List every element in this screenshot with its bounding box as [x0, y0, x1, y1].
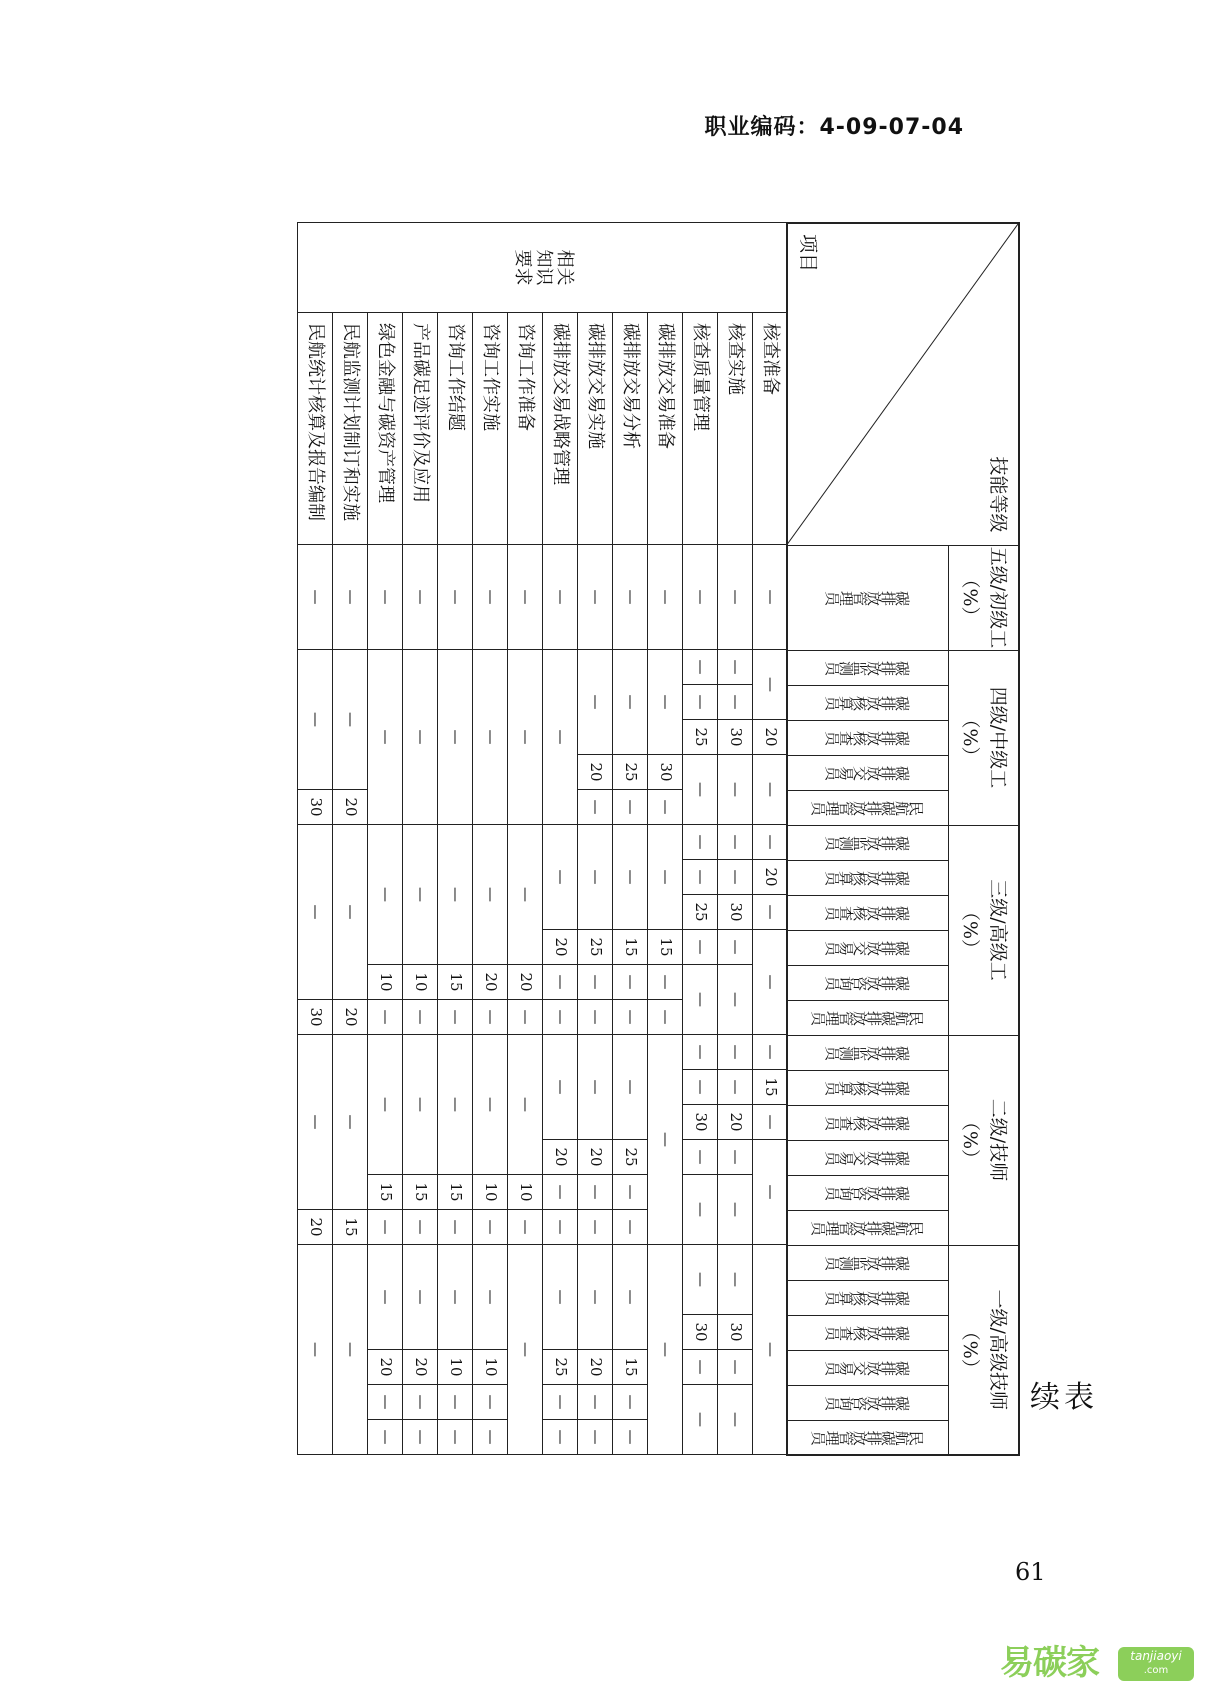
cell-l2: 15	[368, 1175, 403, 1210]
cell-l2: —	[718, 1175, 753, 1245]
corner-item: 项目	[796, 234, 819, 273]
cell-l3: —	[613, 965, 648, 1000]
cat-l2-trd: 碳排放交易员	[787, 1140, 949, 1175]
level-3-header: 三级/高级工 （%）	[949, 825, 1019, 1035]
cell-l5: —	[508, 545, 543, 650]
table-row	[368, 223, 403, 1455]
cell-l3: 20	[508, 965, 543, 1000]
cell-l3: —	[648, 965, 683, 1000]
cell-l1: —	[368, 1245, 403, 1350]
level-5-header: 五级/初级工 （%）	[949, 545, 1019, 650]
cat-l4-ver: 碳排放核查员	[787, 720, 949, 755]
row-item: 咨询工作实施	[473, 313, 508, 545]
cell-l2: —	[403, 1210, 438, 1245]
cell-l2: —	[578, 1175, 613, 1210]
cell-l4: —	[368, 650, 403, 825]
cell-l5: —	[473, 545, 508, 650]
cell-l3: 25	[578, 930, 613, 965]
cell-l2: —	[438, 1035, 473, 1175]
cell-l2: 15	[438, 1175, 473, 1210]
cat-l3-trd: 碳排放交易员	[787, 930, 949, 965]
cell-l2: —	[368, 1035, 403, 1175]
row-item: 碳排放交易准备	[648, 313, 683, 545]
cell-l3: 15	[613, 930, 648, 965]
cell-l2: —	[438, 1210, 473, 1245]
level-1-header: 一级/高级技师 （%）	[949, 1245, 1019, 1455]
cell-l4: —	[683, 650, 718, 685]
cell-l3: 15	[648, 930, 683, 965]
cell-l4: 25	[683, 720, 718, 755]
cell-l1: 25	[543, 1350, 578, 1385]
cell-l2: —	[613, 1175, 648, 1210]
cell-l5: —	[368, 545, 403, 650]
cell-l1: —	[578, 1420, 613, 1455]
cell-l3: —	[403, 825, 438, 965]
cell-l3: —	[648, 825, 683, 930]
cell-l3: —	[578, 825, 613, 930]
cell-l4: —	[648, 790, 683, 825]
cell-l3: 20	[333, 1000, 368, 1035]
cell-l1: —	[613, 1420, 648, 1455]
cell-l5: —	[333, 545, 368, 650]
cat-l3-ver: 碳排放核查员	[787, 895, 949, 930]
cell-l3: 20	[543, 930, 578, 965]
cell-l4: —	[753, 755, 788, 825]
cell-l2: 15	[333, 1210, 368, 1245]
cell-l2: —	[683, 1070, 718, 1105]
cell-l2: 15	[753, 1070, 788, 1105]
cell-l5: —	[683, 545, 718, 650]
row-item: 核查质量管理	[683, 313, 718, 545]
row-item: 咨询工作准备	[508, 313, 543, 545]
watermark-url: tanjiaoyi	[1130, 1649, 1182, 1663]
cat-l2-con: 碳排放咨询员	[787, 1175, 949, 1210]
cell-l3: 15	[438, 965, 473, 1000]
row-item: 绿色金融与碳资产管理	[368, 313, 403, 545]
cell-l1: —	[473, 1420, 508, 1455]
cell-l2: —	[753, 1105, 788, 1140]
cell-l3: —	[718, 930, 753, 965]
table-row	[473, 223, 508, 1455]
cell-l3: —	[543, 1000, 578, 1035]
cell-l5: —	[753, 545, 788, 650]
cell-l1: —	[613, 1245, 648, 1350]
cell-l2: —	[753, 1035, 788, 1070]
cell-l4: —	[333, 650, 368, 790]
cell-l1: —	[613, 1385, 648, 1420]
cat-l1-trd: 碳排放交易员	[787, 1350, 949, 1385]
row-item: 核查实施	[718, 313, 753, 545]
watermark-brand: 易碳家	[1000, 1643, 1099, 1683]
cell-l1: —	[438, 1385, 473, 1420]
cell-l2: —	[613, 1035, 648, 1140]
cell-l3: 20	[753, 860, 788, 895]
table-row	[508, 223, 543, 1455]
cell-l4: —	[683, 685, 718, 720]
cell-l2: —	[543, 1175, 578, 1210]
row-item: 碳排放交易实施	[578, 313, 613, 545]
watermark-logo	[1000, 1635, 1200, 1695]
cell-l2: 20	[543, 1140, 578, 1175]
table-row	[578, 223, 613, 1455]
table-row	[543, 223, 578, 1455]
cell-l2: —	[578, 1210, 613, 1245]
cell-l3: —	[718, 825, 753, 860]
cell-l1: —	[403, 1385, 438, 1420]
cat-l3-acc: 碳排放核算员	[787, 860, 949, 895]
cell-l1: —	[368, 1420, 403, 1455]
cell-l4: —	[718, 755, 753, 825]
row-item: 民航监测计划制订和实施	[333, 313, 368, 545]
cat-l3-mon: 碳排放监测员	[787, 825, 949, 860]
cell-l2: —	[648, 1035, 683, 1245]
cat-l4-acc: 碳排放核算员	[787, 685, 949, 720]
cell-l1: 10	[473, 1350, 508, 1385]
cell-l2: 20	[718, 1105, 753, 1140]
table-row	[298, 223, 333, 1455]
section-label	[298, 223, 788, 313]
section-label-line: 知识	[532, 249, 554, 286]
row-item: 民航统计核算及报告编制	[298, 313, 333, 545]
cell-l3: —	[648, 1000, 683, 1035]
cat-l2-ver: 碳排放核查员	[787, 1105, 949, 1140]
cell-l4: —	[718, 650, 753, 685]
row-item: 咨询工作结题	[438, 313, 473, 545]
table-row	[648, 223, 683, 1455]
cell-l4: —	[613, 790, 648, 825]
cell-l2: 20	[298, 1210, 333, 1245]
cell-l2: —	[473, 1035, 508, 1175]
cell-l1: —	[683, 1350, 718, 1385]
cell-l3: —	[368, 1000, 403, 1035]
cell-l3: —	[683, 930, 718, 965]
cell-l2: —	[508, 1035, 543, 1175]
cell-l4: —	[683, 755, 718, 825]
cell-l1: —	[683, 1245, 718, 1315]
cell-l3: 20	[473, 965, 508, 1000]
cell-l3: —	[753, 895, 788, 930]
cell-l5: —	[403, 545, 438, 650]
cell-l3: —	[543, 825, 578, 930]
cell-l3: —	[613, 825, 648, 930]
cell-l4: 20	[578, 755, 613, 790]
cell-l3: 30	[718, 895, 753, 930]
cell-l2: —	[543, 1210, 578, 1245]
cell-l3: —	[438, 825, 473, 965]
cell-l1: 30	[718, 1315, 753, 1350]
weight-table-body	[297, 222, 788, 1455]
cell-l2: 10	[508, 1175, 543, 1210]
corner-cell	[787, 223, 1019, 545]
row-item: 核查准备	[753, 313, 788, 545]
cell-l2: —	[683, 1035, 718, 1070]
cell-l1: —	[438, 1420, 473, 1455]
row-item: 碳排放交易分析	[613, 313, 648, 545]
cat-l3-avi: 民航碳排放管理员	[787, 1000, 949, 1035]
cell-l3: —	[578, 965, 613, 1000]
cell-l1: —	[543, 1420, 578, 1455]
cell-l1: —	[473, 1385, 508, 1420]
cell-l2: —	[298, 1035, 333, 1210]
cell-l5: —	[718, 545, 753, 650]
cell-l3: —	[613, 1000, 648, 1035]
cell-l2: 25	[613, 1140, 648, 1175]
cell-l3: —	[403, 1000, 438, 1035]
cell-l4: 30	[298, 790, 333, 825]
row-item: 产品碳足迹评价及应用	[403, 313, 438, 545]
cell-l2: —	[753, 1140, 788, 1245]
table-row	[333, 223, 368, 1455]
cell-l3: —	[508, 1000, 543, 1035]
cell-l1: 15	[613, 1350, 648, 1385]
cell-l3: —	[473, 1000, 508, 1035]
cell-l3: —	[508, 825, 543, 965]
occupation-code: 职业编码：4-09-07-04	[704, 115, 964, 140]
cell-l2: 10	[473, 1175, 508, 1210]
cell-l2: —	[718, 1140, 753, 1175]
cat-l3-con: 碳排放咨询员	[787, 965, 949, 1000]
cell-l3: —	[753, 930, 788, 1035]
cat-l1-ver: 碳排放核查员	[787, 1315, 949, 1350]
cell-l1: —	[508, 1245, 543, 1455]
cell-l2: —	[578, 1035, 613, 1140]
cell-l5: —	[578, 545, 613, 650]
cell-l1: 30	[683, 1315, 718, 1350]
cell-l4: —	[403, 650, 438, 825]
cell-l1: —	[718, 1245, 753, 1315]
cat-l2-acc: 碳排放核算员	[787, 1070, 949, 1105]
cell-l3: —	[333, 825, 368, 1000]
cell-l4: —	[718, 685, 753, 720]
cell-l1: —	[333, 1245, 368, 1455]
cell-l1: —	[718, 1350, 753, 1385]
cell-l3: —	[683, 860, 718, 895]
cell-l4: 20	[333, 790, 368, 825]
cell-l4: 25	[613, 755, 648, 790]
cell-l1: —	[578, 1385, 613, 1420]
cell-l2: —	[473, 1210, 508, 1245]
cell-l3: —	[298, 825, 333, 1000]
cell-l3: —	[578, 1000, 613, 1035]
section-label-line: 相关	[553, 249, 575, 286]
cell-l1: —	[473, 1245, 508, 1350]
section-label-line: 要求	[512, 249, 534, 286]
cat-l4-avi: 民航碳排放管理员	[787, 790, 949, 825]
cell-l3: —	[718, 860, 753, 895]
cell-l1: —	[403, 1420, 438, 1455]
cell-l1: —	[683, 1385, 718, 1455]
cat-l1-mon: 碳排放监测员	[787, 1245, 949, 1280]
cell-l1: 10	[438, 1350, 473, 1385]
cell-l1: —	[438, 1245, 473, 1350]
cell-l5: —	[648, 545, 683, 650]
cell-l3: 10	[403, 965, 438, 1000]
cat-l5-mgmt: 碳排放管理员	[787, 545, 949, 650]
cell-l1: —	[578, 1245, 613, 1350]
cat-l4-trd: 碳排放交易员	[787, 755, 949, 790]
cell-l2: —	[683, 1175, 718, 1245]
cell-l1: 20	[368, 1350, 403, 1385]
cell-l1: —	[543, 1385, 578, 1420]
cell-l4: —	[508, 650, 543, 825]
watermark-url-suffix: .com	[1143, 1665, 1169, 1676]
table-row	[613, 223, 648, 1455]
cell-l1: —	[718, 1385, 753, 1455]
cell-l3: —	[473, 825, 508, 965]
cell-l2: —	[333, 1035, 368, 1210]
table-row	[438, 223, 473, 1455]
cell-l2: —	[403, 1035, 438, 1175]
cell-l2: —	[508, 1210, 543, 1245]
cell-l4: —	[473, 650, 508, 825]
cell-l3: 10	[368, 965, 403, 1000]
cell-l4: 30	[648, 755, 683, 790]
cell-l4: —	[578, 790, 613, 825]
cell-l3: —	[683, 825, 718, 860]
level-4-header: 四级/中级工 （%）	[949, 650, 1019, 825]
cell-l4: —	[578, 650, 613, 755]
cell-l3: —	[368, 825, 403, 965]
cell-l1: —	[753, 1245, 788, 1455]
corner-diagonal	[786, 224, 1018, 546]
cell-l1: —	[648, 1245, 683, 1455]
cell-l2: —	[718, 1035, 753, 1070]
cell-l2: —	[683, 1140, 718, 1175]
cell-l4: 20	[753, 720, 788, 755]
cell-l4: —	[438, 650, 473, 825]
cell-l1: —	[368, 1385, 403, 1420]
cell-l4: —	[613, 650, 648, 755]
cell-l4: —	[648, 650, 683, 755]
cell-l4: 30	[718, 720, 753, 755]
cell-l2: 15	[403, 1175, 438, 1210]
cat-l2-mon: 碳排放监测员	[787, 1035, 949, 1070]
cell-l3: —	[753, 825, 788, 860]
cell-l2: —	[368, 1210, 403, 1245]
page-number: 61	[1015, 1558, 1046, 1586]
cat-l4-mon: 碳排放监测员	[787, 650, 949, 685]
rotated-table-page	[220, 222, 1098, 1522]
cell-l5: —	[543, 545, 578, 650]
level-2-header: 二级/技师 （%）	[949, 1035, 1019, 1245]
table-row	[753, 223, 788, 1455]
cell-l3: 30	[298, 1000, 333, 1035]
cell-l5: —	[613, 545, 648, 650]
cell-l1: —	[543, 1245, 578, 1350]
cell-l1: —	[298, 1245, 333, 1455]
cat-l1-avi: 民航碳排放管理员	[787, 1420, 949, 1455]
cell-l2: —	[718, 1070, 753, 1105]
cell-l1: 20	[578, 1350, 613, 1385]
continued-label: 续表	[1030, 1380, 1098, 1415]
cell-l3: 25	[683, 895, 718, 930]
cell-l4: —	[753, 650, 788, 720]
cell-l3: —	[543, 965, 578, 1000]
cell-l5: —	[438, 545, 473, 650]
table-row	[403, 223, 438, 1455]
cell-l3: —	[438, 1000, 473, 1035]
cell-l2: 30	[683, 1105, 718, 1140]
cell-l4: —	[298, 650, 333, 790]
cell-l3: —	[718, 965, 753, 1035]
cell-l3: —	[683, 965, 718, 1035]
corner-skill-level: 技能等级	[987, 456, 1009, 533]
cell-l4: —	[543, 650, 578, 825]
cell-l2: —	[613, 1210, 648, 1245]
cell-l5: —	[298, 545, 333, 650]
cell-l1: —	[403, 1245, 438, 1350]
cat-l1-acc: 碳排放核算员	[787, 1280, 949, 1315]
cat-l2-avi: 民航碳排放管理员	[787, 1210, 949, 1245]
cell-l2: 20	[578, 1140, 613, 1175]
cat-l1-con: 碳排放咨询员	[787, 1385, 949, 1420]
weight-table	[786, 222, 1020, 1456]
cell-l1: 20	[403, 1350, 438, 1385]
cell-l2: —	[543, 1035, 578, 1140]
table-row	[718, 223, 753, 1455]
table-row	[683, 223, 718, 1455]
row-item: 碳排放交易战略管理	[543, 313, 578, 545]
